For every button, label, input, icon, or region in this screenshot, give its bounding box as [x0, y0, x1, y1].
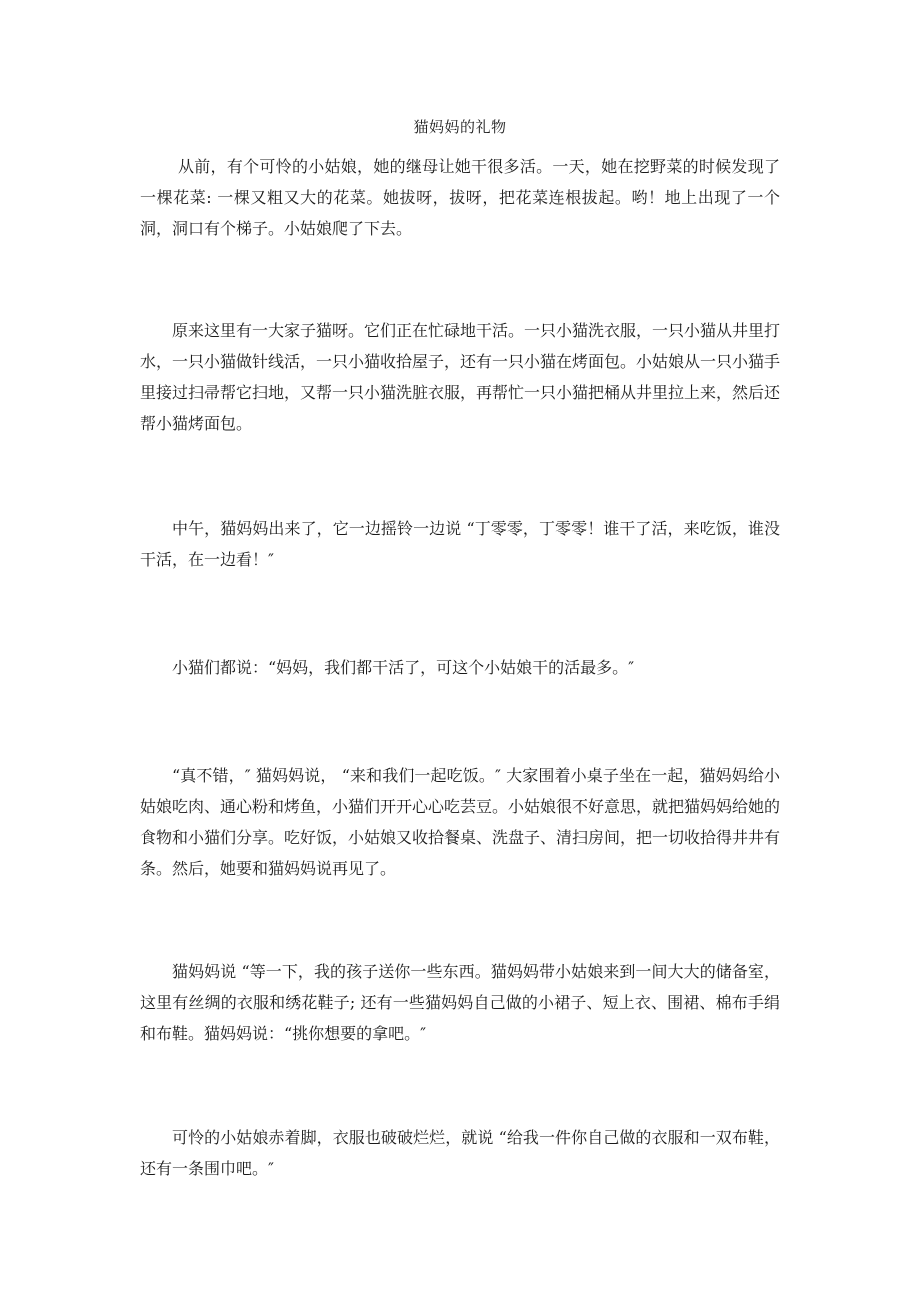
paragraph: 猫妈妈说 “等一下，我的孩子送你一些东西。猫妈妈带小姑娘来到一间大大的储备室，这里有丝绸的衣服和绣花鞋子; 还有一些猫妈妈自己做的小裙子、短上衣、围裙、棉布手绢和布鞋。猫妈妈说：“挑你想要的拿吧。″ — [140, 962, 780, 1043]
document-title: 猫妈妈的礼物 — [413, 118, 507, 136]
paragraph: 可怜的小姑娘赤着脚，衣服也破破烂烂，就说 “给我一件你自己做的衣服和一双布鞋，还有一条围巾吧。″ — [140, 1128, 780, 1178]
paragraph: 从前，有个可怜的小姑娘，她的继母让她干很多活。一天，她在挖野菜的时候发现了一棵花菜: 一棵又粗又大的花菜。她拔呀，拔呀，把花菜连根拔起。哟！地上出现了一个洞，洞口有个梯子。小姑娘爬了下去。 — [140, 157, 780, 238]
paragraph: 中午，猫妈妈出来了，它一边摇铃一边说 “丁零零，丁零零！谁干了活，来吃饭，谁没干活，在一边看！″ — [140, 519, 780, 569]
paragraph: 小猫们都说：“妈妈，我们都干活了，可这个小姑娘干的活最多。″ — [172, 658, 635, 677]
paragraph: “真不错，″ 猫妈妈说， “来和我们一起吃饭。″ 大家围着小桌子坐在一起，猫妈妈给小姑娘吃肉、通心粉和烤鱼，小猫们开开心心吃芸豆。小姑娘很不好意思，就把猫妈妈给她的食物和小猫们分享。吃好饭，小姑娘又收拾餐桌、洗盘子、清扫房间，把一切收拾得井井有条。然后，她要和猫妈妈说再见了。 — [140, 766, 781, 878]
paragraph: 原来这里有一大家子猫呀。它们正在忙碌地干活。一只小猫洗衣服，一只小猫从井里打水，一只小猫做针线活，一只小猫收拾屋子，还有一只小猫在烤面包。小姑娘从一只小猫手里接过扫帚帮它扫地，又帮一只小猫洗脏衣服，再帮忙一只小猫把桶从井里拉上来，然后还帮小猫烤面包。 — [140, 321, 781, 433]
